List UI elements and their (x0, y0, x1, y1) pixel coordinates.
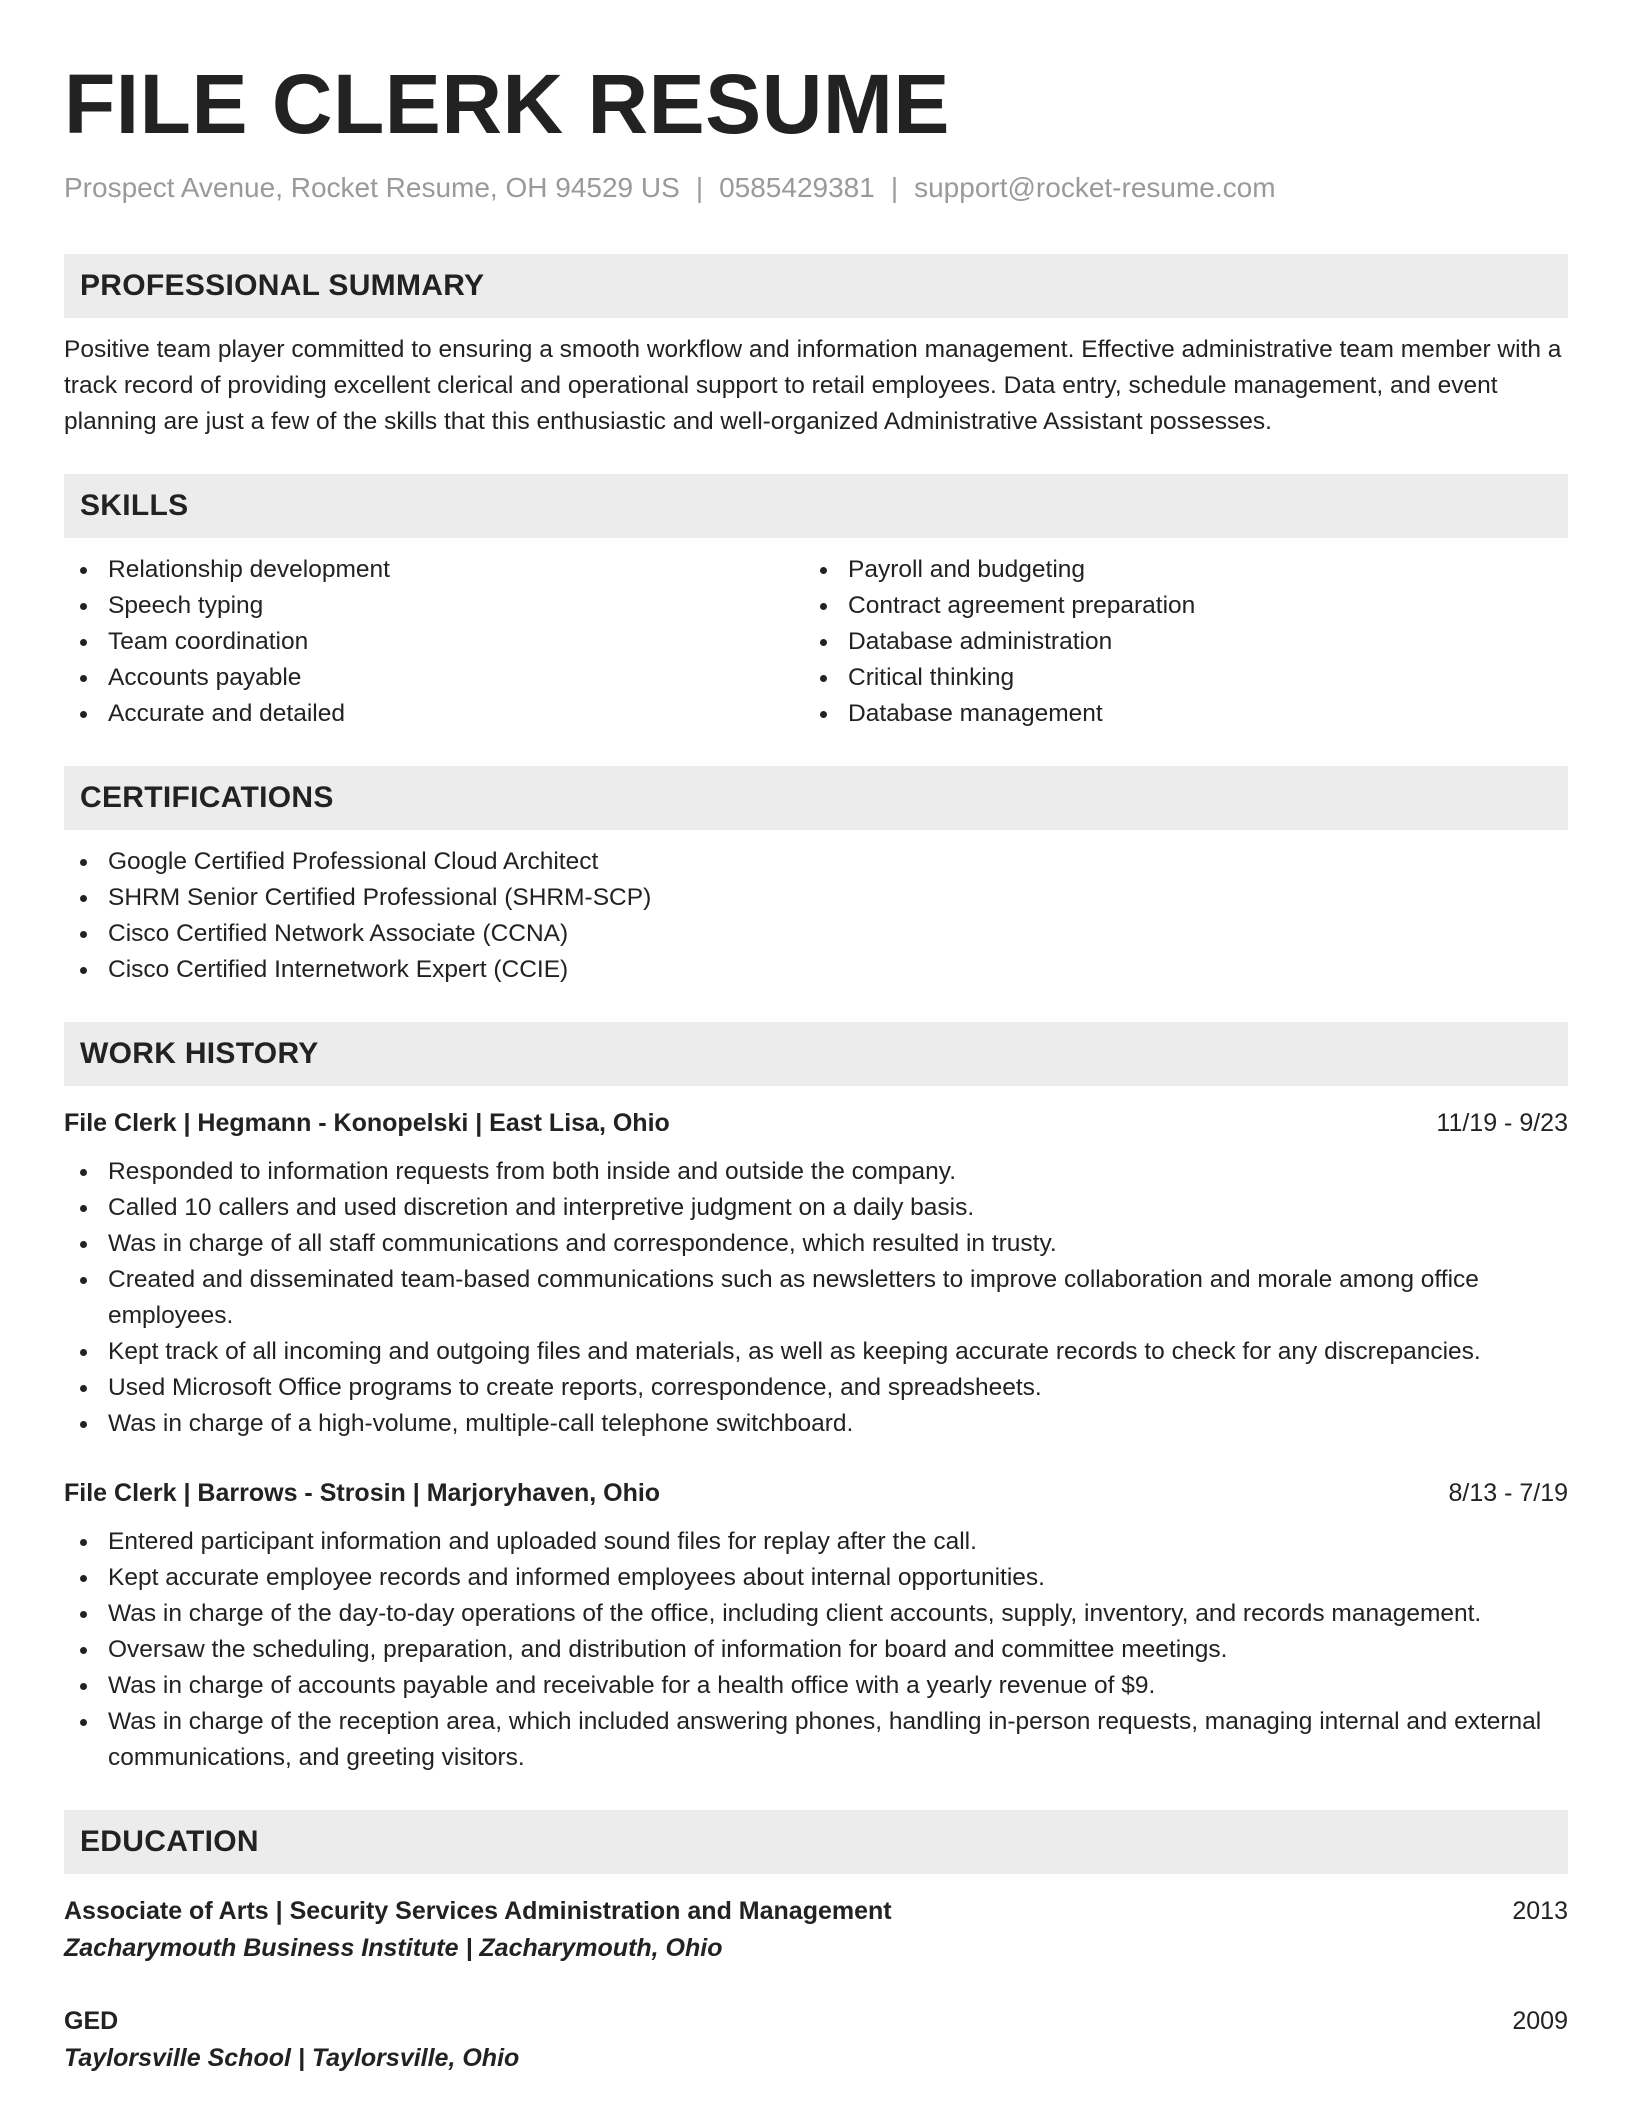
certification-item: Google Certified Professional Cloud Architect (64, 844, 1568, 880)
job-bullet: Responded to information requests from both inside and outside the company. (64, 1154, 1568, 1190)
resume-title: FILE CLERK RESUME (64, 57, 950, 151)
education-entry (64, 1894, 1568, 1966)
job-bullet: Was in charge of the reception area, which included answering phones, handling in-person requests, managing internal and external communications, and greeting visitors. (64, 1704, 1568, 1776)
skills-grid (64, 538, 1568, 732)
job-entry (64, 1476, 1568, 1776)
job-entry (64, 1106, 1568, 1442)
education-school: Zacharymouth Business Institute | Zacharymouth, Ohio (64, 1934, 723, 1962)
skill-item: Team coordination (64, 624, 804, 660)
skill-item: Speech typing (64, 588, 804, 624)
job-bullet: Oversaw the scheduling, preparation, and distribution of information for board and committee meetings. (64, 1632, 1568, 1668)
job-bullets (64, 1154, 1568, 1442)
summary-text: Positive team player committed to ensuring a smooth workflow and information management. Effective administrative team member with a track record of providing excellent clerical and operational support to retail employees. Data entry, schedule management, and event planning are just a few of the skills that this enthusiastic and well-organized Administrative Assistant possesses. (64, 336, 1562, 435)
job-bullet: Was in charge of a high-volume, multiple-call telephone switchboard. (64, 1406, 1568, 1442)
certification-item: SHRM Senior Certified Professional (SHRM-SCP) (64, 880, 1568, 916)
skill-item: Accurate and detailed (64, 696, 804, 732)
skill-item: Critical thinking (804, 660, 1544, 696)
job-bullet: Was in charge of the day-to-day operations of the office, including client accounts, supply, inventory, and records management. (64, 1596, 1568, 1632)
job-bullet: Called 10 callers and used discretion and interpretive judgment on a daily basis. (64, 1190, 1568, 1226)
section-header-skills: SKILLS (64, 474, 1568, 538)
skill-item: Database administration (804, 624, 1544, 660)
skill-item: Relationship development (64, 552, 804, 588)
education-degree: GED (64, 2007, 119, 2035)
skill-item: Accounts payable (64, 660, 804, 696)
skill-item: Contract agreement preparation (804, 588, 1544, 624)
education-year: 2009 (1512, 2007, 1568, 2035)
job-bullet: Was in charge of accounts payable and receivable for a health office with a yearly revenue of $9. (64, 1668, 1568, 1704)
skill-item: Payroll and budgeting (804, 552, 1544, 588)
section-header-education: EDUCATION (64, 1810, 1568, 1874)
education-degree: Associate of Arts | Security Services Administration and Management (64, 1897, 892, 1925)
job-bullets (64, 1524, 1568, 1776)
education-entry (64, 2004, 1568, 2076)
job-bullet: Entered participant information and uploaded sound files for replay after the call. (64, 1524, 1568, 1560)
education-school: Taylorsville School | Taylorsville, Ohio (64, 2044, 520, 2072)
skill-item: Database management (804, 696, 1544, 732)
section-header-certifications: CERTIFICATIONS (64, 766, 1568, 830)
contact-email[interactable]: support@rocket-resume.com (914, 172, 1276, 203)
skills-list-left (64, 552, 804, 732)
contact-separator: | (890, 172, 899, 203)
education-header (64, 2004, 1568, 2038)
contact-address: Prospect Avenue, Rocket Resume, OH 94529 US (64, 172, 680, 203)
job-title: File Clerk | Barrows - Strosin | Marjoryhaven, Ohio (64, 1479, 661, 1507)
job-bullet: Kept track of all incoming and outgoing files and materials, as well as keeping accurate records to check for any discrepancies. (64, 1334, 1568, 1370)
skills-list-right (804, 552, 1544, 732)
certification-item: Cisco Certified Internetwork Expert (CCIE) (64, 952, 1568, 988)
job-bullet: Created and disseminated team-based communications such as newsletters to improve collaboration and morale among office employees. (64, 1262, 1568, 1334)
job-dates: 11/19 - 9/23 (1436, 1109, 1568, 1137)
job-bullet: Used Microsoft Office programs to create reports, correspondence, and spreadsheets. (64, 1370, 1568, 1406)
job-bullet: Was in charge of all staff communications and correspondence, which resulted in trusty. (64, 1226, 1568, 1262)
contact-line (64, 170, 1568, 206)
education-year: 2013 (1512, 1897, 1568, 1925)
job-header (64, 1476, 1568, 1510)
job-dates: 8/13 - 7/19 (1448, 1479, 1568, 1507)
job-title: File Clerk | Hegmann - Konopelski | East Lisa, Ohio (64, 1109, 670, 1137)
contact-separator: | (695, 172, 704, 203)
certifications-list (64, 844, 1568, 988)
section-header-summary: PROFESSIONAL SUMMARY (64, 254, 1568, 318)
certification-item: Cisco Certified Network Associate (CCNA) (64, 916, 1568, 952)
job-header (64, 1106, 1568, 1140)
section-header-work-history: WORK HISTORY (64, 1022, 1568, 1086)
contact-phone: 0585429381 (719, 172, 875, 203)
job-bullet: Kept accurate employee records and informed employees about internal opportunities. (64, 1560, 1568, 1596)
education-header (64, 1894, 1568, 1928)
